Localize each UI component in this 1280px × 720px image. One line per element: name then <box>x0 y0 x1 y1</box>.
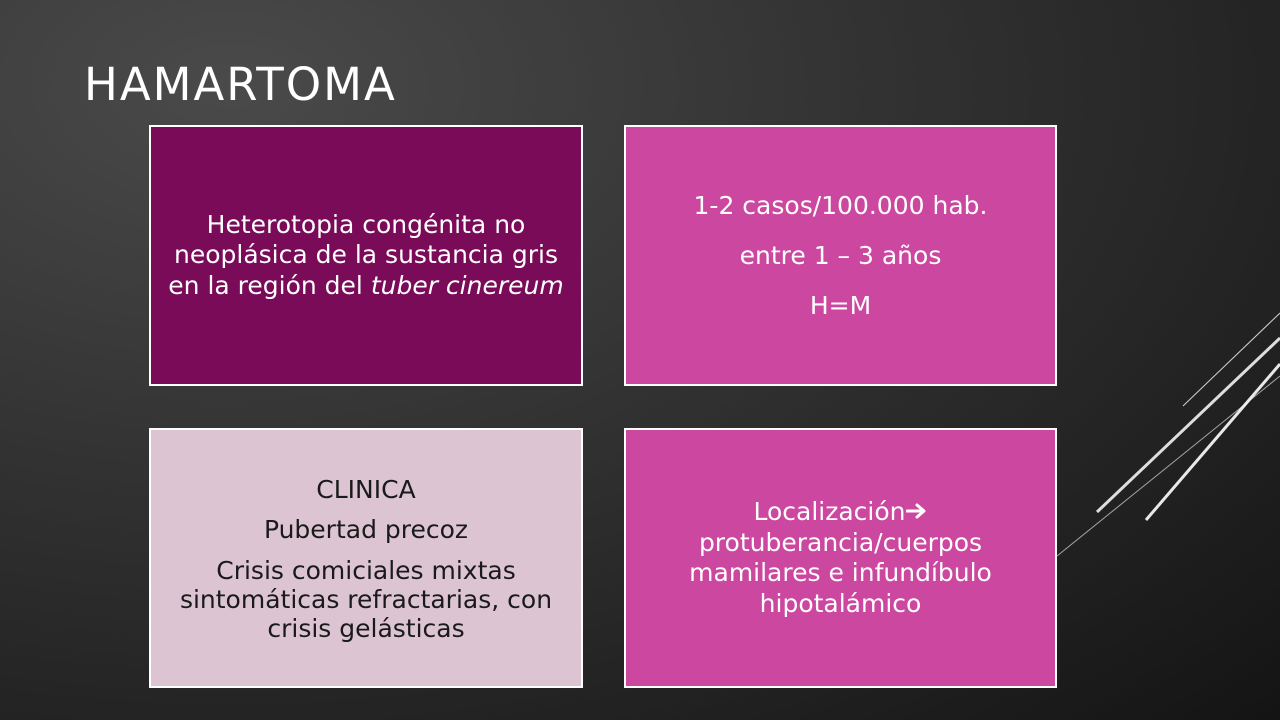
location-box <box>624 428 1057 688</box>
deco-line-3 <box>1146 364 1280 520</box>
definition-box <box>149 125 583 386</box>
definition-text <box>167 210 565 302</box>
clinical-heading: CLINICA <box>316 474 416 504</box>
location-description: protuberancia/cuerpos mamilares e infundíbulo hipotalámico <box>689 527 992 618</box>
deco-line-2 <box>1097 338 1280 512</box>
clinical-box <box>149 428 583 688</box>
epidemiology-age: entre 1 – 3 años <box>739 240 942 270</box>
epidemiology-sex-ratio: H=M <box>809 290 872 320</box>
clinical-item-seizures: Crisis comiciales mixtas sintomáticas refractarias, con crisis gelásticas <box>179 555 553 643</box>
epidemiology-box <box>624 125 1057 386</box>
epidemiology-incidence: 1-2 casos/100.000 hab. <box>693 190 988 220</box>
clinical-item-puberty: Pubertad precoz <box>263 514 469 544</box>
slide-title: HAMARTOMA <box>84 58 397 111</box>
right-arrow-icon <box>906 497 928 526</box>
definition-text-plain: Heterotopia congénita no neoplásica de la sustancia gris en la región del <box>168 209 558 300</box>
deco-line-1 <box>1183 313 1280 406</box>
location-label: Localización <box>753 497 906 526</box>
deco-line-4 <box>1057 376 1280 556</box>
definition-text-italic: tuber cinereum <box>370 270 564 300</box>
location-text <box>642 497 1039 619</box>
